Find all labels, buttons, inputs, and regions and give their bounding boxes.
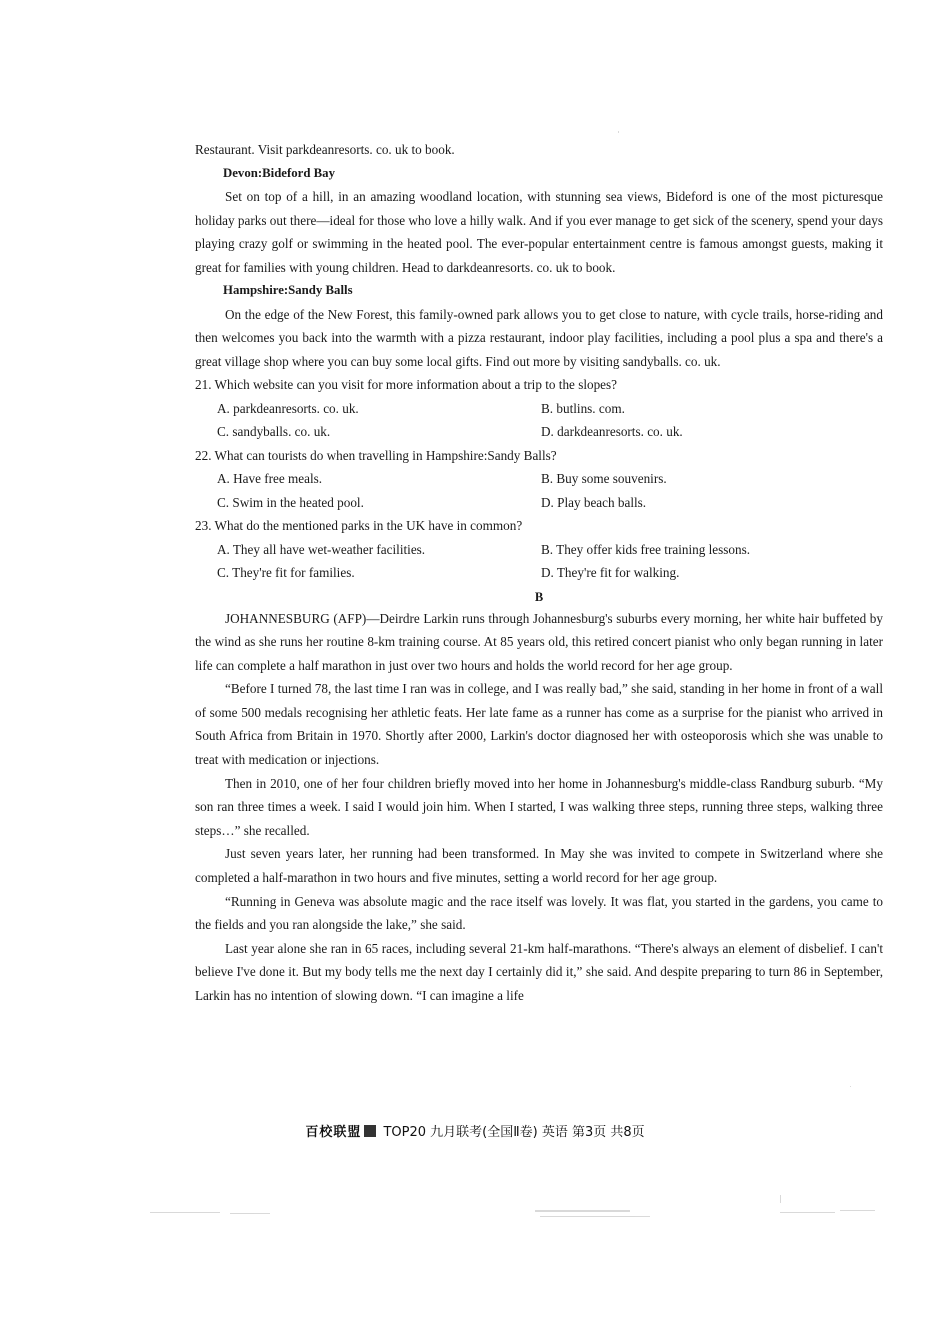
- passage-b-paragraph: JOHANNESBURG (AFP)—Deirdre Larkin runs through Johannesburg's suburbs every morning, her white hair buffeted by the wind as she runs her routine 8-km training course. At 85 years old, this retired concert pianist who only began running in later life can complete a half marathon in just over two hours and holds the world record for her age group.: [195, 610, 883, 673]
- devon-paragraph: Set on top of a hill, in an amazing woodland location, with stunning sea views, Bideford is one of the most picturesque holiday parks out there—ideal for those who love a hilly walk. And if you ever manage to get sick of the scenery, spend your days playing crazy golf or swimming in the heated pool. The ever-popular entertainment centre is famous amongst guests, making it great for families with young children. Head to darkdeanresorts. co. uk to book.: [195, 189, 883, 275]
- option-b: B. butlins. com.: [541, 400, 625, 416]
- question-stem: 21. Which website can you visit for more information about a trip to the slopes?: [195, 377, 618, 392]
- answer-options: [195, 467, 883, 514]
- option-d: D. They're fit for walking.: [541, 565, 680, 580]
- option-a: A. They all have wet-weather facilities.: [217, 541, 426, 557]
- question-23: [195, 514, 883, 585]
- page-footer: [0, 1121, 950, 1140]
- option-c: C. Swim in the heated pool.: [217, 494, 364, 510]
- passage-b-paragraph: Last year alone she ran in 65 races, including several 21-km half-marathons. “There's always an element of disbelief. I can't believe I've done it. But my body tells me the next day I certainly did it,” she said. And despite preparing to turn 86 in September, Larkin has no intention of slowing down. “I can imagine a life: [195, 940, 883, 1003]
- option-c: C. They're fit for families.: [217, 565, 355, 580]
- question-stem: 23. What do the mentioned parks in the UK have in common?: [195, 518, 523, 533]
- page-content: [195, 138, 883, 1008]
- passage-b: [195, 607, 883, 1008]
- footer-text: TOP20 九月联考(全国Ⅱ卷) 英语 第3页 共8页: [383, 1125, 645, 1140]
- hampshire-paragraph: On the edge of the New Forest, this family-owned park allows you to get close to nature, with cycle trails, horse-riding and then welcomes you back into the warmth with a pizza restaurant, indoor play facilities, including a pool plus a spa and there's a great village shop where you can buy some local gifts. Find out more by visiting sandyballs. co. uk.: [195, 306, 883, 369]
- section-b-label: B: [534, 589, 544, 604]
- option-c: C. sandyballs. co. uk.: [217, 424, 331, 439]
- question-stem: 22. What can tourists do when travelling in Hampshire:Sandy Balls?: [195, 447, 557, 463]
- restaurant-line: Restaurant. Visit parkdeanresorts. co. uk to book.: [195, 142, 455, 157]
- answer-options: [195, 538, 883, 585]
- passage-b-paragraph: “Running in Geneva was absolute magic and the race itself was lovely. It was flat, you started in the gardens, you came to the fields and you ran alongside the lake,” she said.: [195, 893, 883, 933]
- answer-options: [195, 397, 883, 444]
- brand-logo-icon: [364, 1125, 376, 1137]
- hampshire-heading: Hampshire:Sandy Balls: [223, 283, 353, 297]
- option-b: B. They offer kids free training lessons.: [541, 541, 751, 557]
- option-a: A. parkdeanresorts. co. uk.: [217, 400, 359, 416]
- question-22: [195, 444, 883, 515]
- option-a: A. Have free meals.: [217, 471, 323, 486]
- passage-b-paragraph: Just seven years later, her running had been transformed. In May she was invited to compete in Switzerland where she completed a half-marathon in two hours and five minutes, setting a world record for her age group.: [195, 846, 883, 886]
- passage-b-paragraph: Then in 2010, one of her four children briefly moved into her home in Johannesburg's middle-class Randburg suburb. “My son ran three times a week. I said I would join him. When I started, I was walking three steps, running three steps, walking three steps…” she recalled.: [195, 775, 883, 838]
- option-b: B. Buy some souvenirs.: [541, 471, 667, 486]
- option-d: D. darkdeanresorts. co. uk.: [541, 424, 683, 439]
- devon-heading: Devon:Bideford Bay: [223, 165, 335, 180]
- option-d: D. Play beach balls.: [541, 494, 647, 510]
- passage-b-paragraph: “Before I turned 78, the last time I ran was in college, and I was really bad,” she said, standing in her home in front of a wall of some 500 medals recognising her athletic feats. Her late fame as a runner has come as a surprise for the pianist who arrived in South Africa from Britain in 1970. Shortly after 2000, Larkin's doctor diagnosed her with osteoporosis which she was unable to treat with medication or injections.: [195, 681, 883, 768]
- footer-brand: 百校联盟: [305, 1125, 362, 1140]
- question-21: [195, 373, 883, 444]
